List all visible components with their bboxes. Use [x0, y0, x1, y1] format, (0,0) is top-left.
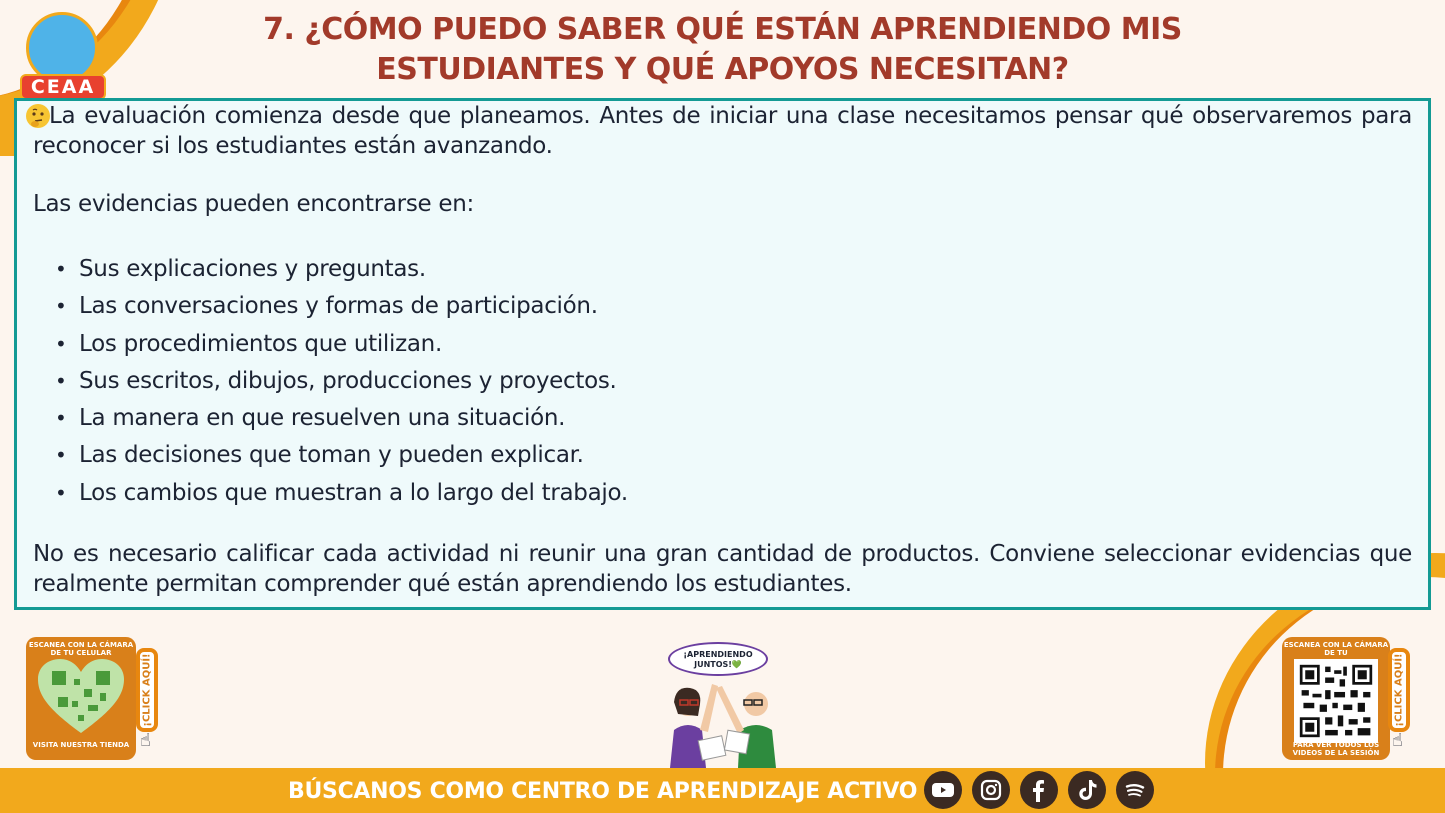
- spotify-icon[interactable]: [1116, 771, 1154, 809]
- speech-bubble: ¡APRENDIENDO JUNTOS!💚: [668, 642, 768, 676]
- qr-top-caption: ESCANEA CON LA CÁMARA DE TU: [1283, 641, 1389, 657]
- qr-bottom-caption: VISITA NUESTRA TIENDA: [32, 741, 130, 749]
- evidence-intro: Las evidencias pueden encontrarse en:: [33, 191, 474, 217]
- evidence-list: [55, 253, 628, 514]
- store-qr-card[interactable]: [26, 637, 136, 760]
- intro-text: La evaluación comienza desde que planeamos. Antes de iniciar una clase necesitamos pensar qué observaremos para reconocer si los estudiantes están avanzando.: [33, 103, 1412, 159]
- store-click-button[interactable]: [136, 648, 158, 732]
- thinking-face-icon: [25, 103, 51, 129]
- mascots-illustration: [660, 640, 790, 768]
- qr-bottom-caption: PARA VER TODOS LOS VIDEOS DE LA SESIÓN: [1292, 741, 1380, 757]
- videos-qr-card[interactable]: [1282, 637, 1390, 760]
- intro-paragraph: [33, 101, 1412, 161]
- click-label: ¡CLICK AQUÍ!: [1393, 653, 1405, 727]
- title-line-2: ESTUDIANTES Y QUÉ APOYOS NECESITAN?: [376, 52, 1069, 87]
- page-title: [200, 10, 1245, 90]
- content-box: [14, 98, 1431, 610]
- list-item: • Los cambios que muestran a lo largo del trabajo.: [55, 477, 628, 514]
- tiktok-icon[interactable]: [1068, 771, 1106, 809]
- ceaa-logo: [20, 12, 106, 98]
- list-item: • Las decisiones que toman y pueden explicar.: [55, 439, 628, 476]
- teachers-high-five-icon: [660, 680, 790, 768]
- logo-text: CEAA: [20, 74, 106, 100]
- qr-top-caption: ESCANEA CON LA CÁMARA DE TU CELULAR: [28, 641, 134, 657]
- instagram-icon[interactable]: [972, 771, 1010, 809]
- pointing-hand-icon: ☝: [1392, 730, 1403, 751]
- qr-code-icon: [1294, 659, 1378, 743]
- videos-click-button[interactable]: [1388, 648, 1410, 732]
- title-line-1: 7. ¿CÓMO PUEDO SABER QUÉ ESTÁN APRENDIENDO MIS: [263, 12, 1182, 47]
- list-item: • Sus escritos, dibujos, producciones y proyectos.: [55, 365, 628, 402]
- youtube-icon[interactable]: [924, 771, 962, 809]
- pointing-hand-icon: ☝: [140, 730, 151, 751]
- heart-qr-code-icon: [38, 659, 124, 735]
- list-item: • Los procedimientos que utilizan.: [55, 328, 628, 365]
- list-item: • La manera en que resuelven una situación.: [55, 402, 628, 439]
- facebook-icon[interactable]: [1020, 771, 1058, 809]
- footer-text: BÚSCANOS COMO CENTRO DE APRENDIZAJE ACTIVO: [288, 779, 918, 804]
- closing-paragraph: No es necesario calificar cada actividad ni reunir una gran cantidad de productos. Conviene seleccionar evidencias que realmente permitan comprender qué están aprendiendo los estudiantes.: [33, 541, 1412, 597]
- click-label: ¡CLICK AQUÍ!: [141, 653, 153, 727]
- list-item: • Sus explicaciones y preguntas.: [55, 253, 628, 290]
- list-item: • Las conversaciones y formas de participación.: [55, 290, 628, 327]
